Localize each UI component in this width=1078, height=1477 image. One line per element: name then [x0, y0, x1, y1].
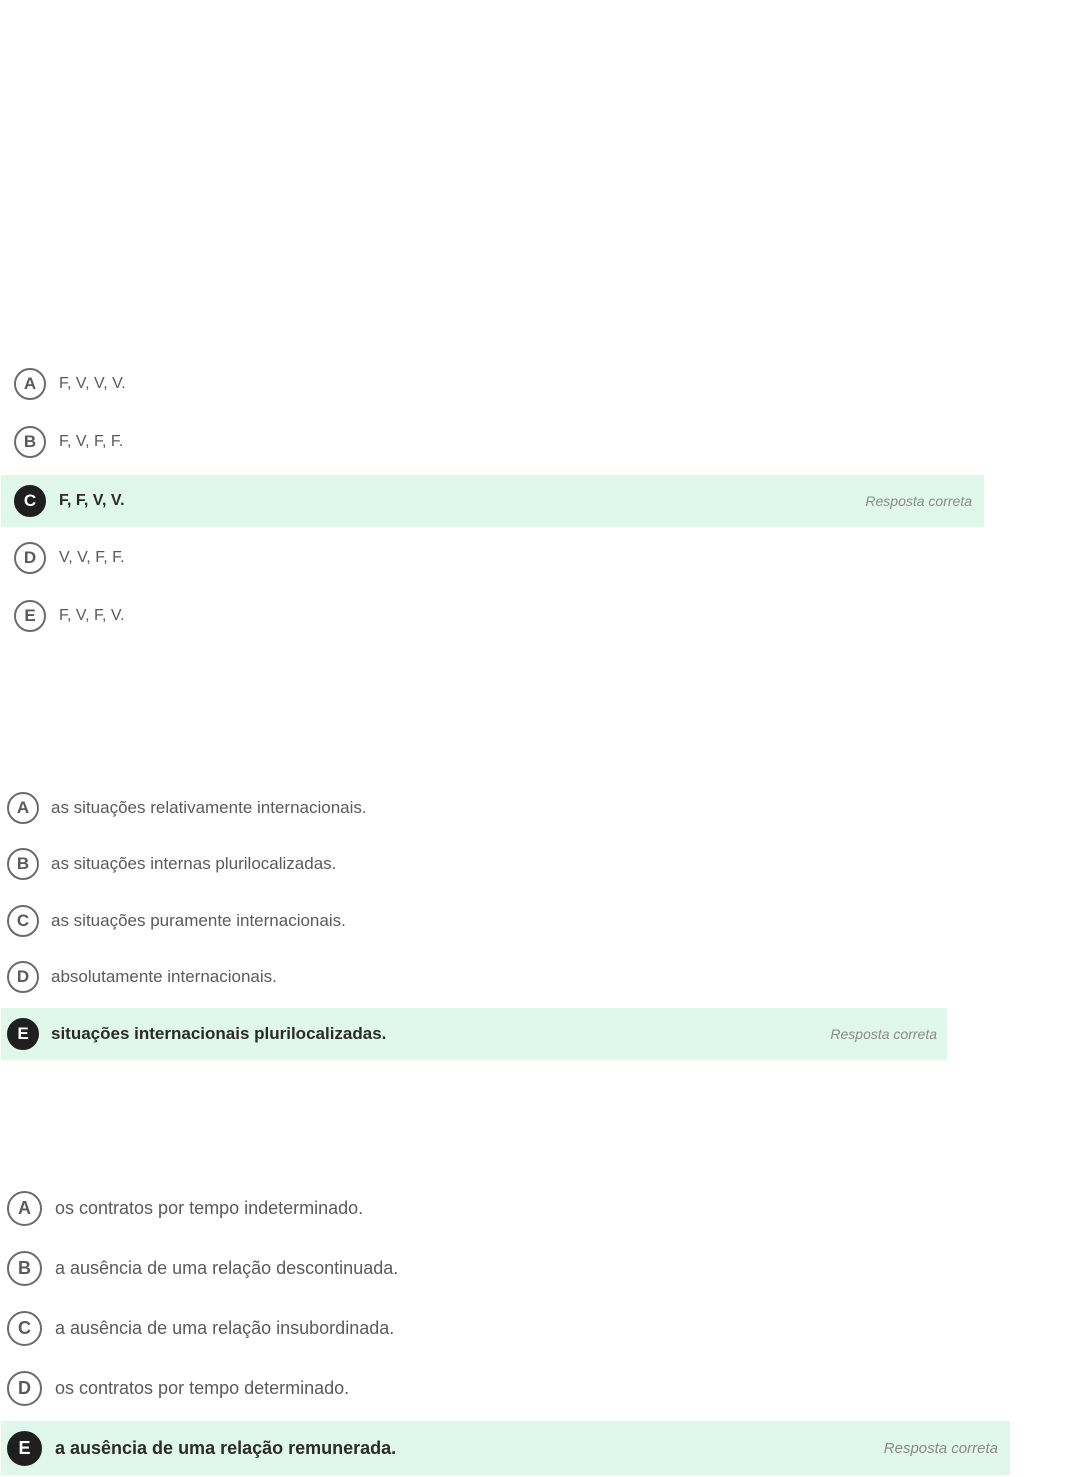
option-c[interactable] [1, 895, 947, 947]
option-b[interactable] [1, 1241, 1010, 1295]
option-letter-badge: D [7, 961, 39, 993]
option-letter-badge: E [7, 1018, 39, 1050]
option-e-correct[interactable] [1, 1421, 1010, 1475]
option-e[interactable] [1, 590, 984, 642]
option-letter-badge: A [7, 1191, 42, 1226]
option-text: F, V, F, V. [59, 607, 125, 624]
option-letter-badge: B [7, 848, 39, 880]
correct-answer-label: Resposta correta [883, 1439, 998, 1457]
option-text: as situações puramente internacionais. [51, 911, 346, 930]
option-b[interactable] [1, 416, 984, 468]
option-letter-badge: D [14, 542, 46, 574]
option-letter-badge: E [7, 1431, 42, 1466]
option-text: as situações internas plurilocalizadas. [51, 854, 337, 873]
option-letter-badge: C [7, 905, 39, 937]
option-text: V, V, F, F. [59, 549, 125, 566]
option-text: os contratos por tempo indeterminado. [55, 1197, 364, 1218]
option-letter-badge: A [14, 368, 46, 400]
correct-answer-label: Resposta correta [865, 493, 972, 509]
option-d[interactable] [1, 951, 947, 1003]
option-letter-badge: B [7, 1251, 42, 1286]
option-text: situações internacionais plurilocalizadas. [51, 1024, 387, 1043]
option-letter-badge: E [14, 600, 46, 632]
option-text: absolutamente internacionais. [51, 967, 277, 986]
option-text: os contratos por tempo determinado. [55, 1377, 350, 1398]
option-text: F, V, V, V. [59, 375, 126, 392]
option-d[interactable] [1, 1361, 1010, 1415]
option-text: F, F, V, V. [59, 492, 125, 509]
option-b[interactable] [1, 838, 947, 890]
option-letter-badge: C [7, 1311, 42, 1346]
option-letter-badge: D [7, 1371, 42, 1406]
option-e-correct[interactable] [1, 1008, 947, 1060]
option-c[interactable] [1, 1301, 1010, 1355]
option-a[interactable] [1, 1181, 1010, 1235]
option-text: a ausência de uma relação remunerada. [55, 1437, 397, 1458]
option-text: a ausência de uma relação descontinuada. [55, 1257, 399, 1278]
option-c-correct[interactable] [1, 475, 984, 527]
option-letter-badge: C [14, 485, 46, 517]
option-letter-badge: A [7, 792, 39, 824]
option-text: as situações relativamente internacionais. [51, 798, 367, 817]
option-d[interactable] [1, 532, 984, 584]
correct-answer-label: Resposta correta [830, 1026, 937, 1042]
option-text: F, V, F, F. [59, 433, 124, 450]
option-a[interactable] [1, 782, 947, 834]
option-a[interactable] [1, 358, 984, 410]
option-letter-badge: B [14, 426, 46, 458]
option-text: a ausência de uma relação insubordinada. [55, 1317, 395, 1338]
